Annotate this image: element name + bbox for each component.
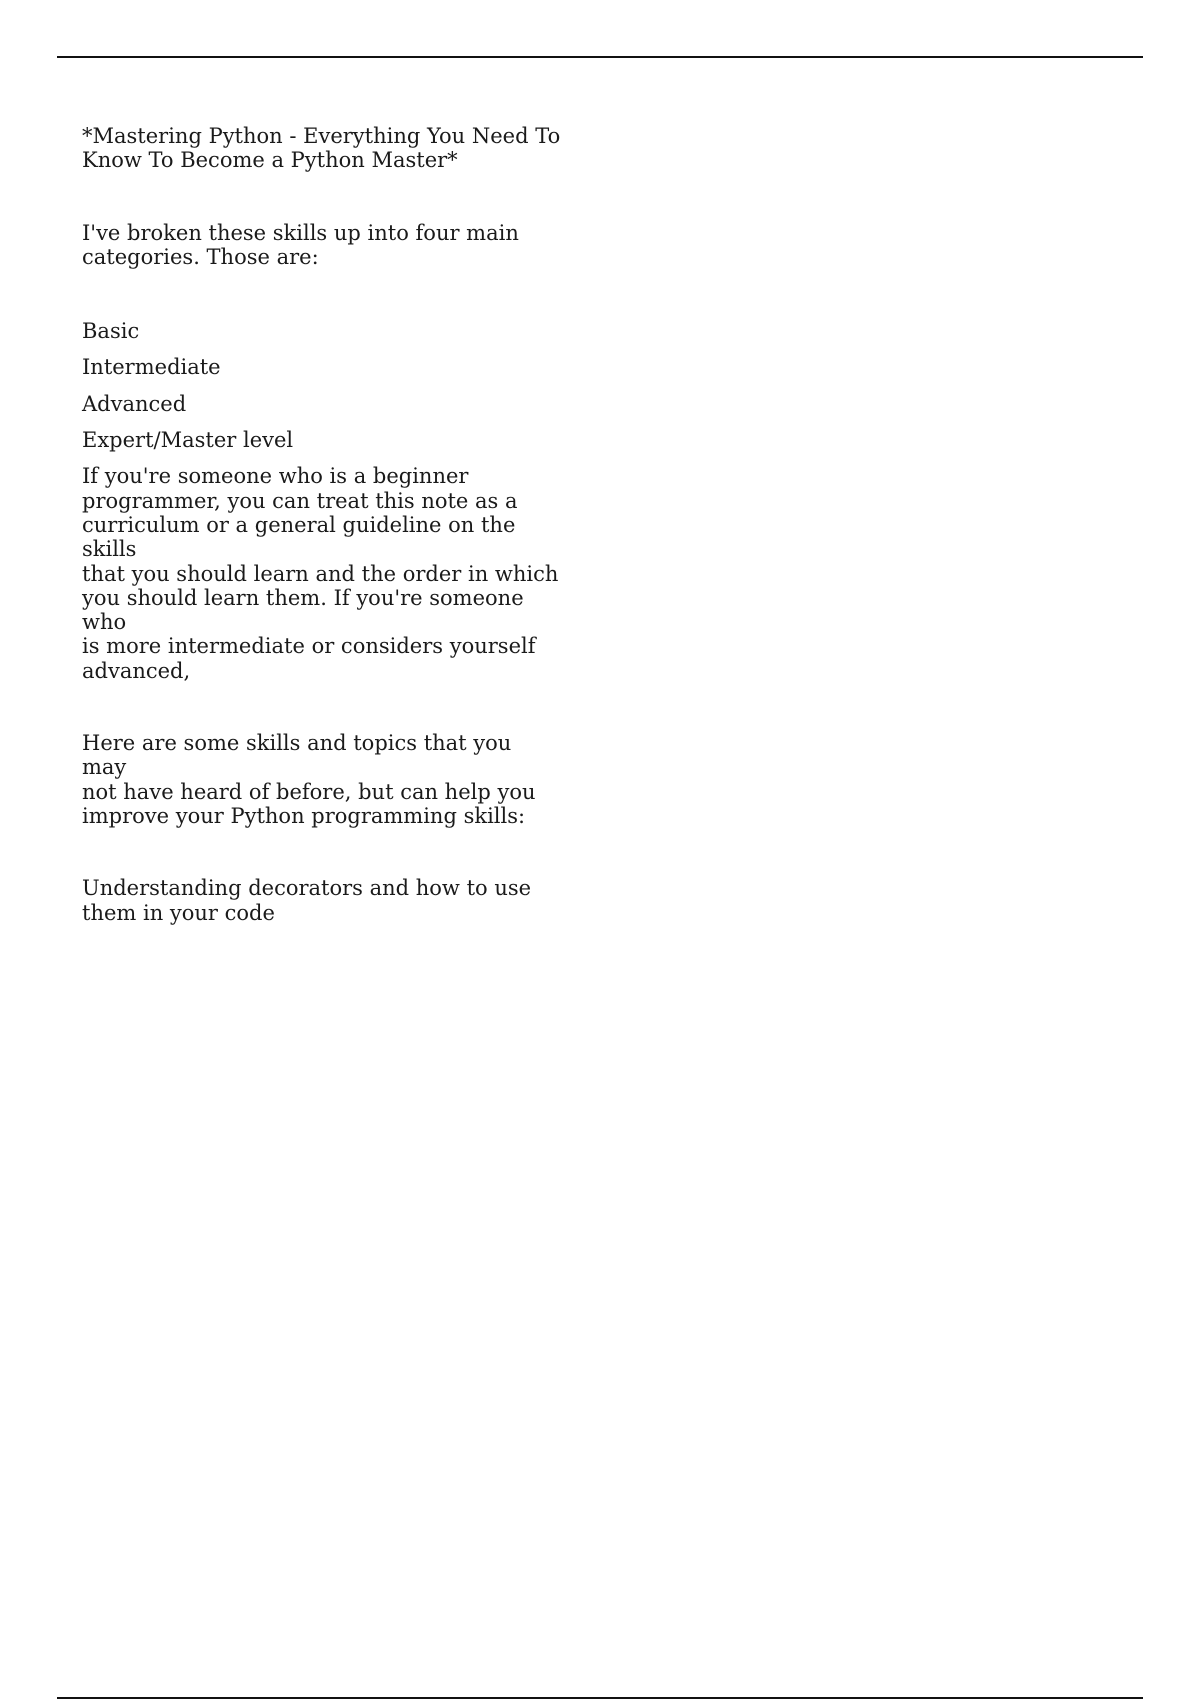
intro-paragraph: I've broken these skills up into four main categories. Those are: — [82, 220, 519, 269]
document-title: *Mastering Python - Everything You Need To Know To Become a Python Master* — [82, 124, 561, 173]
level-item: Expert/Master level — [82, 428, 294, 453]
level-item: Basic — [82, 319, 140, 344]
beginner-paragraph: If you're someone who is a beginner programmer, you can treat this note as a curriculum or a general guideline on the skills that you should learn and the order in which you should learn them. If you're someone who is more intermediate or considers yourself advanced, — [82, 464, 559, 683]
document-body — [82, 124, 562, 925]
skills-paragraph: Here are some skills and topics that you may not have heard of before, but can help you improve your Python programming skills: — [82, 731, 536, 828]
top-rule — [57, 56, 1143, 58]
level-item: Advanced — [82, 391, 187, 416]
bottom-rule — [57, 1697, 1143, 1699]
level-item: Intermediate — [82, 355, 221, 380]
decorators-paragraph: Understanding decorators and how to use them in your code — [82, 876, 532, 925]
